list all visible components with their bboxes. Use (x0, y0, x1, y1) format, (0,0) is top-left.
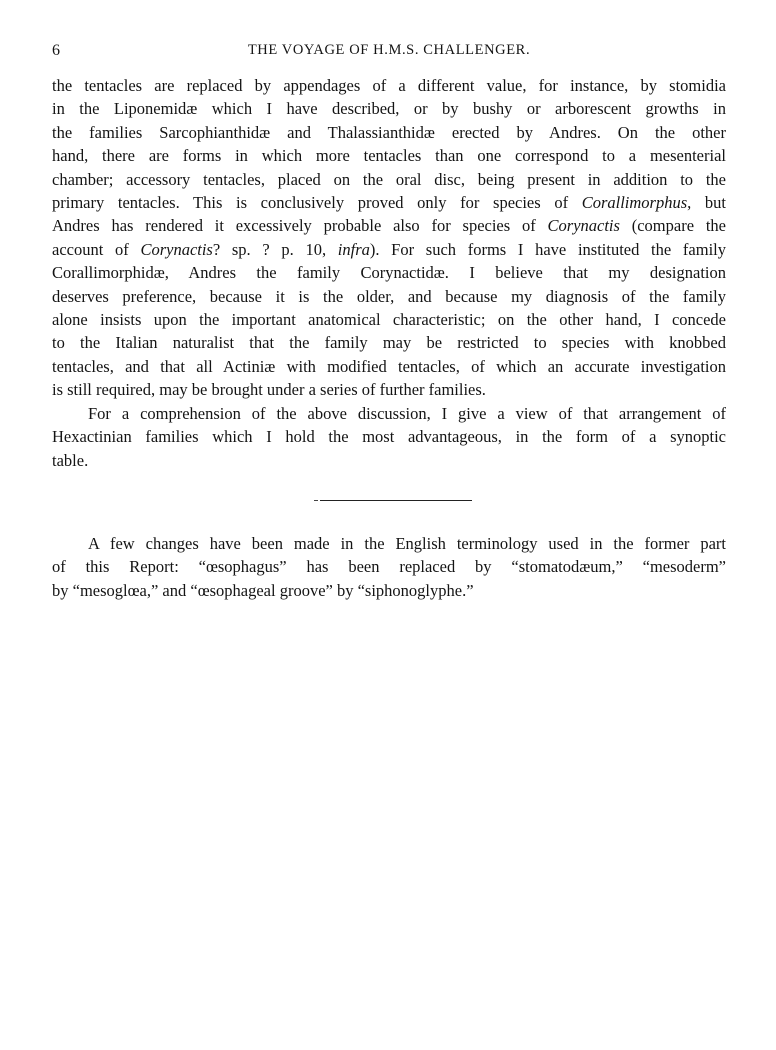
divider-dash (314, 500, 318, 501)
running-title: THE VOYAGE OF H.M.S. CHALLENGER. (247, 42, 531, 58)
text-line: alone insists upon the important anatomical characteristic; on the other hand, I concede (52, 310, 726, 330)
text-line (52, 191, 726, 214)
text-line: the families Sarcophianthidæ and Thalassianthidæ erected by Andres. On the other (52, 122, 726, 142)
text-line (52, 238, 726, 261)
text-line: For a comprehension of the above discussion, I give a view of that arrangement of (88, 403, 726, 423)
text-run: account of (52, 239, 141, 259)
text-run: ? sp. ? p. 10, (212, 239, 338, 259)
text-run: primary tentacles. This is conclusively proved only for species of (52, 193, 582, 213)
text-line: in the Liponemidæ which I have described, or by bushy or arborescent growths in (52, 99, 726, 119)
text-line: of this Report: “œsophagus” has been replaced by “stomatodæum,” “mesoderm” (52, 557, 726, 577)
page-number: 6 (52, 42, 61, 59)
running-head (52, 42, 726, 64)
text-run: (compare the (619, 216, 726, 236)
divider-rule (320, 500, 472, 501)
paragraph-tentacles (52, 74, 726, 402)
text-line: tentacles, and that all Actiniæ with modified tentacles, of which an accurate investigation (52, 356, 726, 376)
paragraph-terminology-note (52, 532, 726, 602)
text-line: Corallimorphidæ, Andres the family Corynactidæ. I believe that my designation (52, 263, 726, 283)
text-line (52, 214, 726, 237)
text-line: chamber; accessory tentacles, placed on the oral disc, being present in addition to the (52, 169, 726, 189)
text-line: the tentacles are replaced by appendages of a different value, for instance, by stomidia (52, 76, 726, 95)
text-line: is still required, may be brought under a series of further families. (52, 380, 486, 400)
text-line: table. (52, 450, 89, 470)
text-line: to the Italian naturalist that the family may be restricted to species with knobbed (52, 333, 726, 353)
text-line: hand, there are forms in which more tentacles than one correspond to a mesenterial (52, 146, 726, 166)
text-line: A few changes have been made in the English terminology used in the former part (88, 533, 726, 553)
paragraph-synoptic-table (52, 402, 726, 472)
genus-name: Corynactis (547, 216, 620, 236)
text-line: by “mesoglœa,” and “œsophageal groove” by “siphonoglyphe.” (52, 580, 474, 600)
latin-term: infra (337, 239, 370, 259)
text-run: ). For such forms I have instituted the family (369, 239, 726, 259)
text-line: deserves preference, because it is the older, and because my diagnosis of the family (52, 286, 726, 306)
genus-name: Corallimorphus (581, 193, 688, 213)
document-page (52, 42, 726, 602)
section-divider (52, 472, 726, 532)
text-line: Hexactinian families which I hold the most advantageous, in the form of a synoptic (52, 427, 726, 447)
text-run: , but (687, 193, 726, 213)
text-run: Andres has rendered it excessively probable also for species of (52, 216, 548, 236)
genus-name: Corynactis (140, 239, 213, 259)
